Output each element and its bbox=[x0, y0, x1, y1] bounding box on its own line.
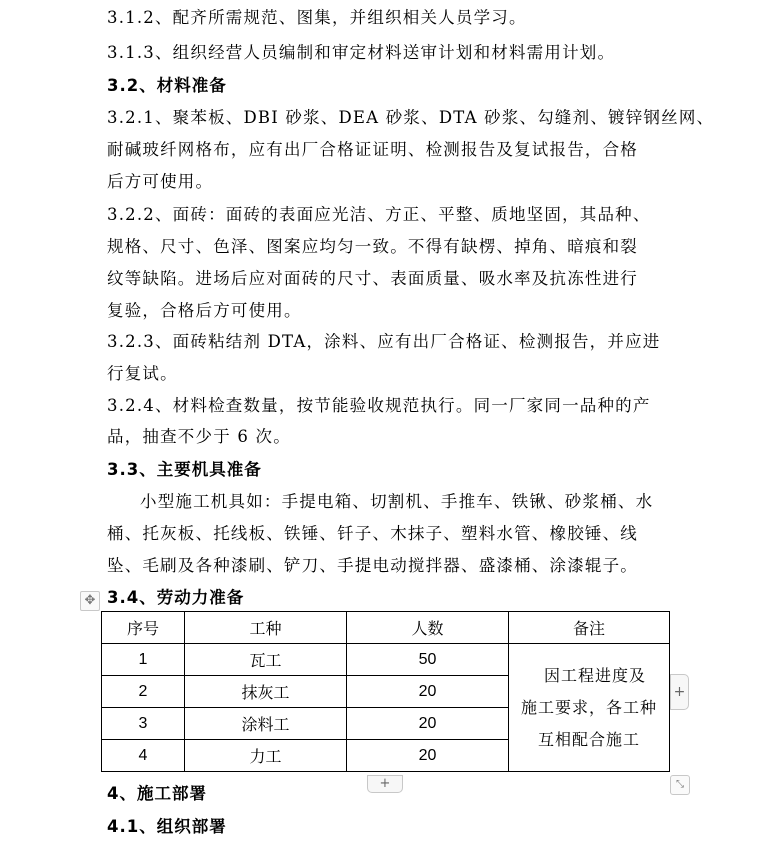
paragraph-3-2-2-line-3: 纹等缺陷。进场后应对面砖的尺寸、表面质量、吸水率及抗冻性进行 bbox=[107, 269, 638, 288]
header-cell-count[interactable]: 人数 bbox=[347, 612, 509, 644]
cell-trade[interactable]: 涂料工 bbox=[185, 708, 347, 740]
heading-3-4: 3.4、劳动力准备 bbox=[107, 588, 245, 607]
paragraph-3-2-4-line-2: 品，抽查不少于 6 次。 bbox=[107, 427, 291, 446]
paragraph-3-2-2-line-2: 规格、尺寸、色泽、图案应均匀一致。不得有缺楞、掉角、暗痕和裂 bbox=[107, 237, 638, 256]
paragraph-3-2-1-line-3: 后方可使用。 bbox=[107, 172, 214, 191]
paragraph-3-1-2: 3.1.2、配齐所需规范、图集，并组织相关人员学习。 bbox=[107, 8, 527, 27]
labor-table bbox=[101, 611, 670, 772]
cell-trade[interactable]: 抹灰工 bbox=[185, 676, 347, 708]
header-cell-trade[interactable]: 工种 bbox=[185, 612, 347, 644]
paragraph-3-2-4-line-1: 3.2.4、材料检查数量，按节能验收规范执行。同一厂家同一品种的产 bbox=[107, 396, 651, 415]
cell-no[interactable]: 2 bbox=[102, 676, 185, 708]
heading-3-2: 3.2、材料准备 bbox=[107, 76, 227, 95]
add-column-button[interactable]: + bbox=[670, 674, 689, 710]
add-row-button[interactable]: + bbox=[367, 775, 403, 793]
table-move-icon[interactable]: ✥ bbox=[80, 591, 100, 611]
paragraph-3-2-1-line-1: 3.2.1、聚苯板、DBI 砂浆、DEA 砂浆、DTA 砂浆、勾缝剂、镀锌钢丝网、 bbox=[107, 108, 715, 127]
header-cell-no[interactable]: 序号 bbox=[102, 612, 185, 644]
note-line-1: 因工程进度及 bbox=[543, 665, 646, 685]
paragraph-3-2-3-line-2: 行复试。 bbox=[107, 364, 178, 383]
table-header-row bbox=[102, 612, 670, 644]
cell-trade[interactable]: 瓦工 bbox=[185, 644, 347, 676]
cell-no[interactable]: 4 bbox=[102, 740, 185, 772]
note-line-3: 互相配合施工 bbox=[537, 729, 640, 749]
paragraph-3-2-1-line-2: 耐碱玻纤网格布，应有出厂合格证证明、检测报告及复试报告，合格 bbox=[107, 140, 638, 159]
cell-count[interactable]: 20 bbox=[347, 676, 509, 708]
heading-3-3: 3.3、主要机具准备 bbox=[107, 460, 262, 479]
paragraph-3-2-3-line-1: 3.2.3、面砖粘结剂 DTA，涂料、应有出厂合格证、检测报告，并应进 bbox=[107, 332, 661, 351]
note-line-2: 施工要求，各工种 bbox=[520, 697, 657, 717]
table-row bbox=[102, 644, 670, 676]
heading-4: 4、施工部署 bbox=[107, 784, 207, 803]
paragraph-3-1-3: 3.1.3、组织经营人员编制和审定材料送审计划和材料需用计划。 bbox=[107, 43, 616, 62]
paragraph-3-3-line-2: 桶、托灰板、托线板、铁锤、钎子、木抹子、塑料水管、橡胶锤、线 bbox=[107, 524, 638, 543]
cell-count[interactable]: 50 bbox=[347, 644, 509, 676]
paragraph-3-2-2-line-1: 3.2.2、面砖：面砖的表面应光洁、方正、平整、质地坚固，其品种、 bbox=[107, 205, 651, 224]
paragraph-3-3-line-3: 坠、毛刷及各种漆刷、铲刀、手提电动搅拌器、盛漆桶、涂漆辊子。 bbox=[107, 556, 638, 575]
heading-4-1: 4.1、组织部署 bbox=[107, 817, 227, 836]
cell-no[interactable]: 3 bbox=[102, 708, 185, 740]
cell-count[interactable]: 20 bbox=[347, 708, 509, 740]
table-resize-icon[interactable]: ⤡ bbox=[670, 775, 690, 795]
paragraph-3-3-line-1: 小型施工机具如：手提电箱、切割机、手推车、铁锹、砂浆桶、水 bbox=[140, 492, 654, 511]
paragraph-3-2-2-line-4: 复验，合格后方可使用。 bbox=[107, 301, 302, 320]
cell-note[interactable] bbox=[509, 644, 670, 772]
cell-no[interactable]: 1 bbox=[102, 644, 185, 676]
header-cell-note[interactable]: 备注 bbox=[509, 612, 670, 644]
cell-count[interactable]: 20 bbox=[347, 740, 509, 772]
cell-trade[interactable]: 力工 bbox=[185, 740, 347, 772]
